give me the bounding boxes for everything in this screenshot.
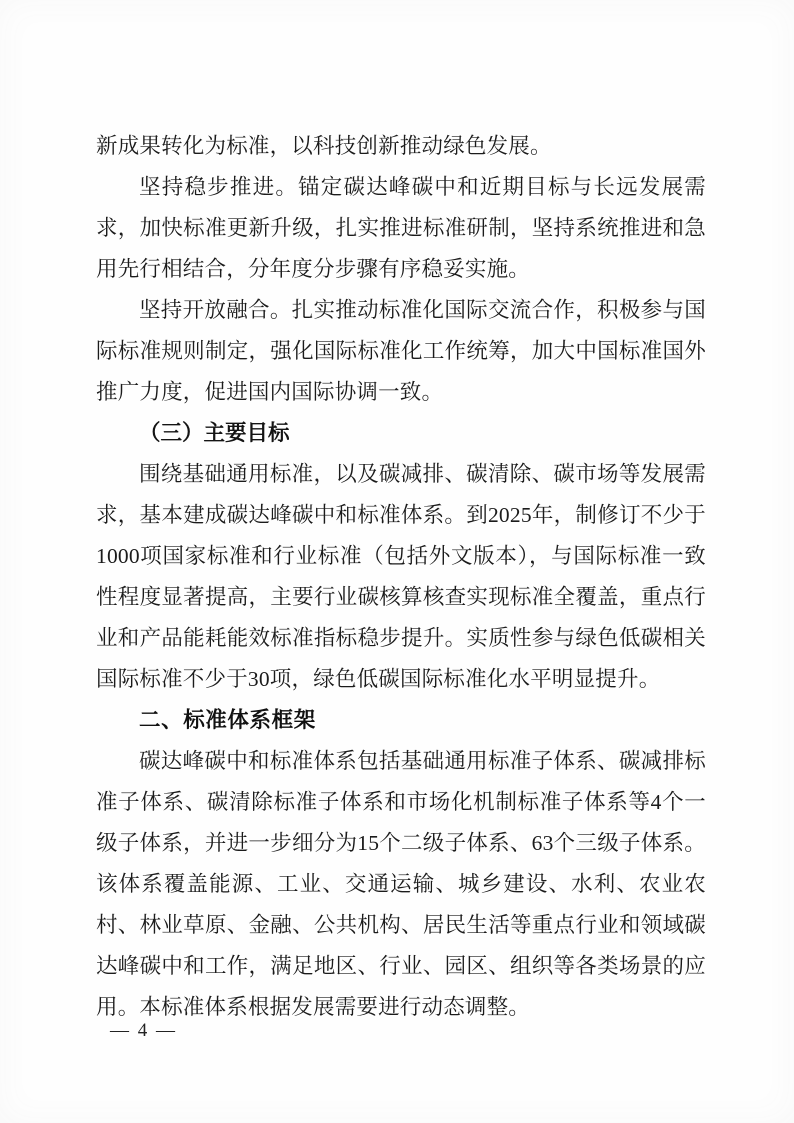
document-body xyxy=(96,126,706,1028)
paragraph-steady-progress: 坚持稳步推进。锚定碳达峰碳中和近期目标与长远发展需求，加快标准更新升级，扎实推进标准研制，坚持系统推进和急用先行相结合，分年度分步骤有序稳妥实施。 xyxy=(96,175,706,281)
section-heading-standard-system-framework: 二、标准体系框架 xyxy=(139,708,316,732)
paragraph-main-goals-body: 围绕基础通用标准，以及碳减排、碳清除、碳市场等发展需求，基本建成碳达峰碳中和标准体系。到2025年，制修订不少于1000项国家标准和行业标准（包括外文版本），与国际标准一致性程度显著提高，主要行业碳核算核查实现标准全覆盖，重点行业和产品能耗能效标准指标稳步提升。实质性参与绿色低碳相关国际标准不少于30项，绿色低碳国际标准化水平明显提升。 xyxy=(96,462,706,691)
page-number: — 4 — xyxy=(110,1020,177,1041)
page-footer xyxy=(96,1020,706,1042)
subsection-heading-main-goals: （三）主要目标 xyxy=(139,421,290,445)
paragraph-open-integration: 坚持开放融合。扎实推动标准化国际交流合作，积极参与国际标准规则制定，强化国际标准化工作统筹，加大中国标准国外推广力度，促进国内国际协调一致。 xyxy=(96,298,706,404)
paragraph-continuation: 新成果转化为标准，以科技创新推动绿色发展。 xyxy=(96,134,552,158)
paragraph-framework-body: 碳达峰碳中和标准体系包括基础通用标准子体系、碳减排标准子体系、碳清除标准子体系和市场化机制标准子体系等4个一级子体系，并进一步细分为15个二级子体系、63个三级子体系。该体系覆盖能源、工业、交通运输、城乡建设、水利、农业农村、林业草原、金融、公共机构、居民生活等重点行业和领域碳达峰碳中和工作，满足地区、行业、园区、组织等各类场景的应用。本标准体系根据发展需要进行动态调整。 xyxy=(96,749,706,1019)
